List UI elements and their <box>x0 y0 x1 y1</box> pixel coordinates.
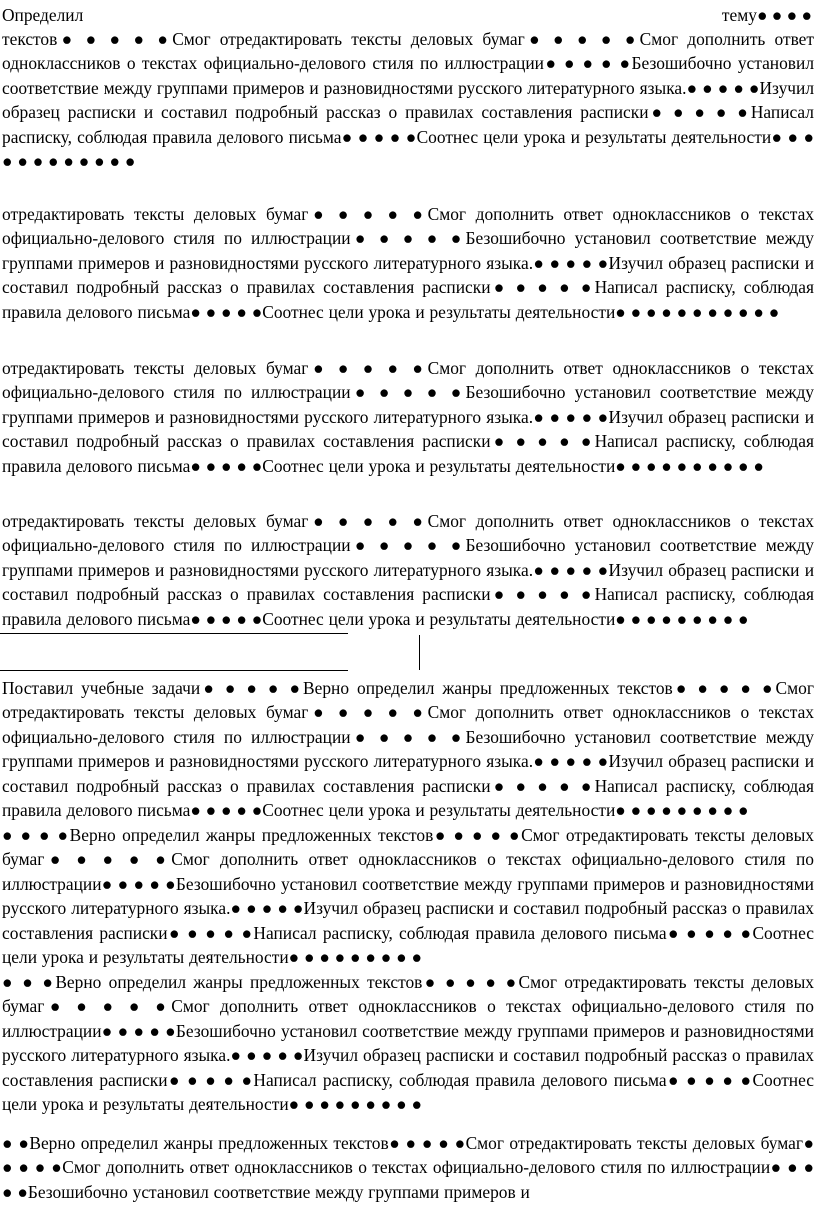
paragraph-6: ● ● ● ●Верно определил жанры предложенных текстов● ● ● ● ●Смог отредактировать тексты деловых бумаг● ● ● ● ●Смог дополнить ответ одноклассников о текстах официально-делового стиля по иллюстрации● ● ● ● ●Безошибочно установил соответствие между группами примеров и разновидностями русского литературного языка.● ● ● ● ●Изучил образец расписки и составил подробный рассказ о правилах составления расписки● ● ● ● ●Написал расписку, соблюдая правила делового письма● ● ● ● ●Соотнес цели урока и результаты деятельности● ● ● ● ● ● ● ● ● <box>2 825 814 968</box>
paragraph-7: ● ● ●Верно определил жанры предложенных текстов● ● ● ● ●Смог отредактировать тексты деловых бумаг● ● ● ● ●Смог дополнить ответ одноклассников о текстах официально-делового стиля по иллюстрации● ● ● ● ●Безошибочно установил соответствие между группами примеров и разновидностями русского литературного языка.● ● ● ● ●Изучил образец расписки и составил подробный рассказ о правилах составления расписки● ● ● ● ●Написал расписку, соблюдая правила делового письма● ● ● ● ●Соотнес цели урока и результаты деятельности● ● ● ● ● ● ● ● ● <box>2 972 814 1115</box>
horizontal-rule-bottom <box>0 670 348 671</box>
heading-left-word: Определил <box>2 5 84 25</box>
heading-right-word: тему● ● ● ● <box>721 5 812 25</box>
paragraph-3: отредактировать тексты деловых бумаг● ● ● ● ●Смог дополнить ответ одноклассников о текстах официально-делового стиля по иллюстрации● ● ● ● ●Безошибочно установил соответствие между группами примеров и разновидностями русского литературного языка.● ● ● ● ●Изучил образец расписки и составил подробный рассказ о правилах составления расписки● ● ● ● ●Написал расписку, соблюдая правила делового письма● ● ● ● ●Соотнес цели урока и результаты деятельности● ● ● ● ● ● ● ● ● ● <box>2 358 814 476</box>
paragraph-8: ● ●Верно определил жанры предложенных текстов● ● ● ● ●Смог отредактировать тексты деловых бумаг● ● ● ● ●Смог дополнить ответ одноклассников о текстах официально-делового стиля по иллюстрации● ● ● ● ●Безошибочно установил соответствие между группами примеров и <box>2 1133 814 1202</box>
paragraph-2: отредактировать тексты деловых бумаг● ● ● ● ●Смог дополнить ответ одноклассников о текстах официально-делового стиля по иллюстрации● ● ● ● ●Безошибочно установил соответствие между группами примеров и разновидностями русского литературного языка.● ● ● ● ●Изучил образец расписки и составил подробный рассказ о правилах составления расписки● ● ● ● ●Написал расписку, соблюдая правила делового письма● ● ● ● ●Соотнес цели урока и результаты деятельности● ● ● ● ● ● ● ● ● ● ● <box>2 204 814 322</box>
vertical-rule <box>419 635 420 670</box>
paragraph-1: текстов● ● ● ● ●Смог отредактировать тексты деловых бумаг● ● ● ● ●Смог дополнить ответ одноклассников о текстах официально-делового стиля по иллюстрации● ● ● ● ●Безошибочно установил соответствие между группами примеров и разновидностями русского литературного языка.● ● ● ● ●Изучил образец расписки и составил подробный рассказ о правилах составления расписки● ● ● ● ●Написал расписку, соблюдая правила делового письма● ● ● ● ●Соотнес цели урока и результаты деятельности● ● ● ● ● ● ● ● ● ● ● ● <box>2 29 814 172</box>
paragraph-4: отредактировать тексты деловых бумаг● ● ● ● ●Смог дополнить ответ одноклассников о текстах официально-делового стиля по иллюстрации● ● ● ● ●Безошибочно установил соответствие между группами примеров и разновидностями русского литературного языка.● ● ● ● ●Изучил образец расписки и составил подробный рассказ о правилах составления расписки● ● ● ● ●Написал расписку, соблюдая правила делового письма● ● ● ● ●Соотнес цели урока и результаты деятельности● ● ● ● ● ● ● ● ● <box>2 511 814 629</box>
paragraph-5: Поставил учебные задачи● ● ● ● ●Верно определил жанры предложенных текстов● ● ● ● ●Смог отредактировать тексты деловых бумаг● ● ● ● ●Смог дополнить ответ одноклассников о текстах официально-делового стиля по иллюстрации● ● ● ● ●Безошибочно установил соответствие между группами примеров и разновидностями русского литературного языка.● ● ● ● ●Изучил образец расписки и составил подробный рассказ о правилах составления расписки● ● ● ● ●Написал расписку, соблюдая правила делового письма● ● ● ● ●Соотнес цели урока и результаты деятельности● ● ● ● ● ● ● ● ● <box>2 678 814 821</box>
horizontal-rule-top <box>0 633 348 634</box>
